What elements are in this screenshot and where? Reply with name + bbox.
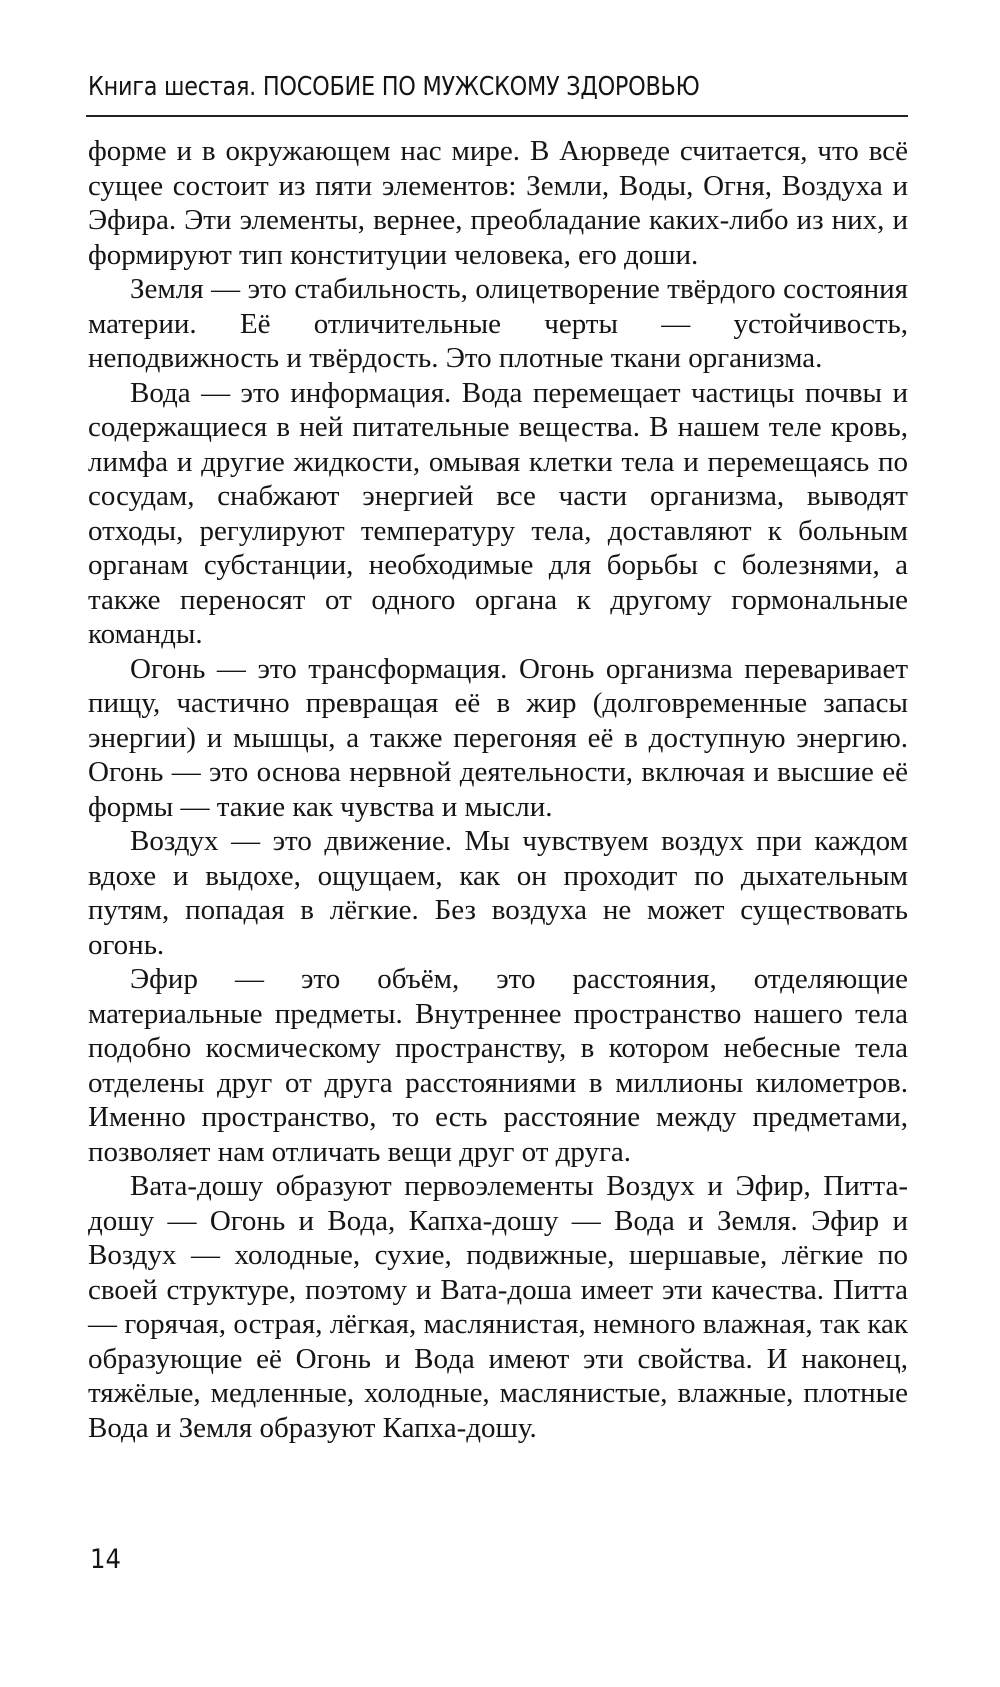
paragraph-fire: Огонь — это трансформация. Огонь организма переваривает пищу, частично превращая её в жир (долговременные запасы энергии) и мышцы, а также перегоняя её в доступную энергию. Огонь — это основа нервной деятельности, включая и высшие её формы — такие как чувства и мысли. — [88, 652, 908, 823]
paragraph-earth: Земля — это стабильность, олицетворение твёрдого состояния материи. Её отличительные черты — устойчивость, неподвижность и твёрдость. Это плотные ткани организма. — [88, 273, 908, 374]
paragraph-doshas: Вата-дошу образуют первоэлементы Воздух и Эфир, Питта-дошу — Огонь и Вода, Капха-дошу — Вода и Земля. Эфир и Воздух — холодные, сухие, подвижные, шершавые, лёгкие по своей структуре, поэтому и Вата-доша имеет эти качества. Питта — горячая, острая, лёгкая, маслянистая, немного влажная, так как образующие её Огонь и Вода имеют эти свойства. И наконец, тяжёлые, медленные, холодные, маслянистые, влажные, плотные Вода и Земля образуют Капха-дошу. — [88, 1170, 908, 1444]
body-text — [88, 134, 908, 1445]
page-number: 14 — [90, 1544, 121, 1575]
paragraph-continuation: форме и в окружающем нас мире. В Аюрведе считается, что всё сущее состоит из пяти элементов: Земли, Воды, Огня, Воздуха и Эфира. Эти элементы, вернее, преобладание каких-либо из них, и формируют тип конституции человека, его доши. — [88, 135, 908, 271]
paragraph-water: Вода — это информация. Вода перемещает частицы почвы и содержащиеся в ней питательные вещества. В нашем теле кровь, лимфа и другие жидкости, омывая клетки тела и перемещаясь по сосудам, снабжают энергией все части организма, выводят отходы, регулируют температуру тела, доставляют к больным органам субстанции, необходимые для борьбы с болезнями, а также переносят от одного органа к другому гормональные команды. — [88, 376, 908, 650]
running-head: Книга шестая. ПОСОБИЕ ПО МУЖСКОМУ ЗДОРОВЬЮ — [88, 72, 700, 102]
header-rule — [86, 115, 908, 117]
paragraph-ether: Эфир — это объём, это расстояния, отделяющие материальные предметы. Внутреннее пространство нашего тела подобно космическому пространству, в котором небесные тела отделены друг от друга расстояниями в миллионы километров. Именно пространство, то есть расстояние между предметами, позволяет нам отличать вещи друг от друга. — [88, 963, 908, 1168]
paragraph-air: Воздух — это движение. Мы чувствуем воздух при каждом вдохе и выдохе, ощущаем, как он проходит по дыхательным путям, попадая в лёгкие. Без воздуха не может существовать огонь. — [88, 825, 908, 961]
